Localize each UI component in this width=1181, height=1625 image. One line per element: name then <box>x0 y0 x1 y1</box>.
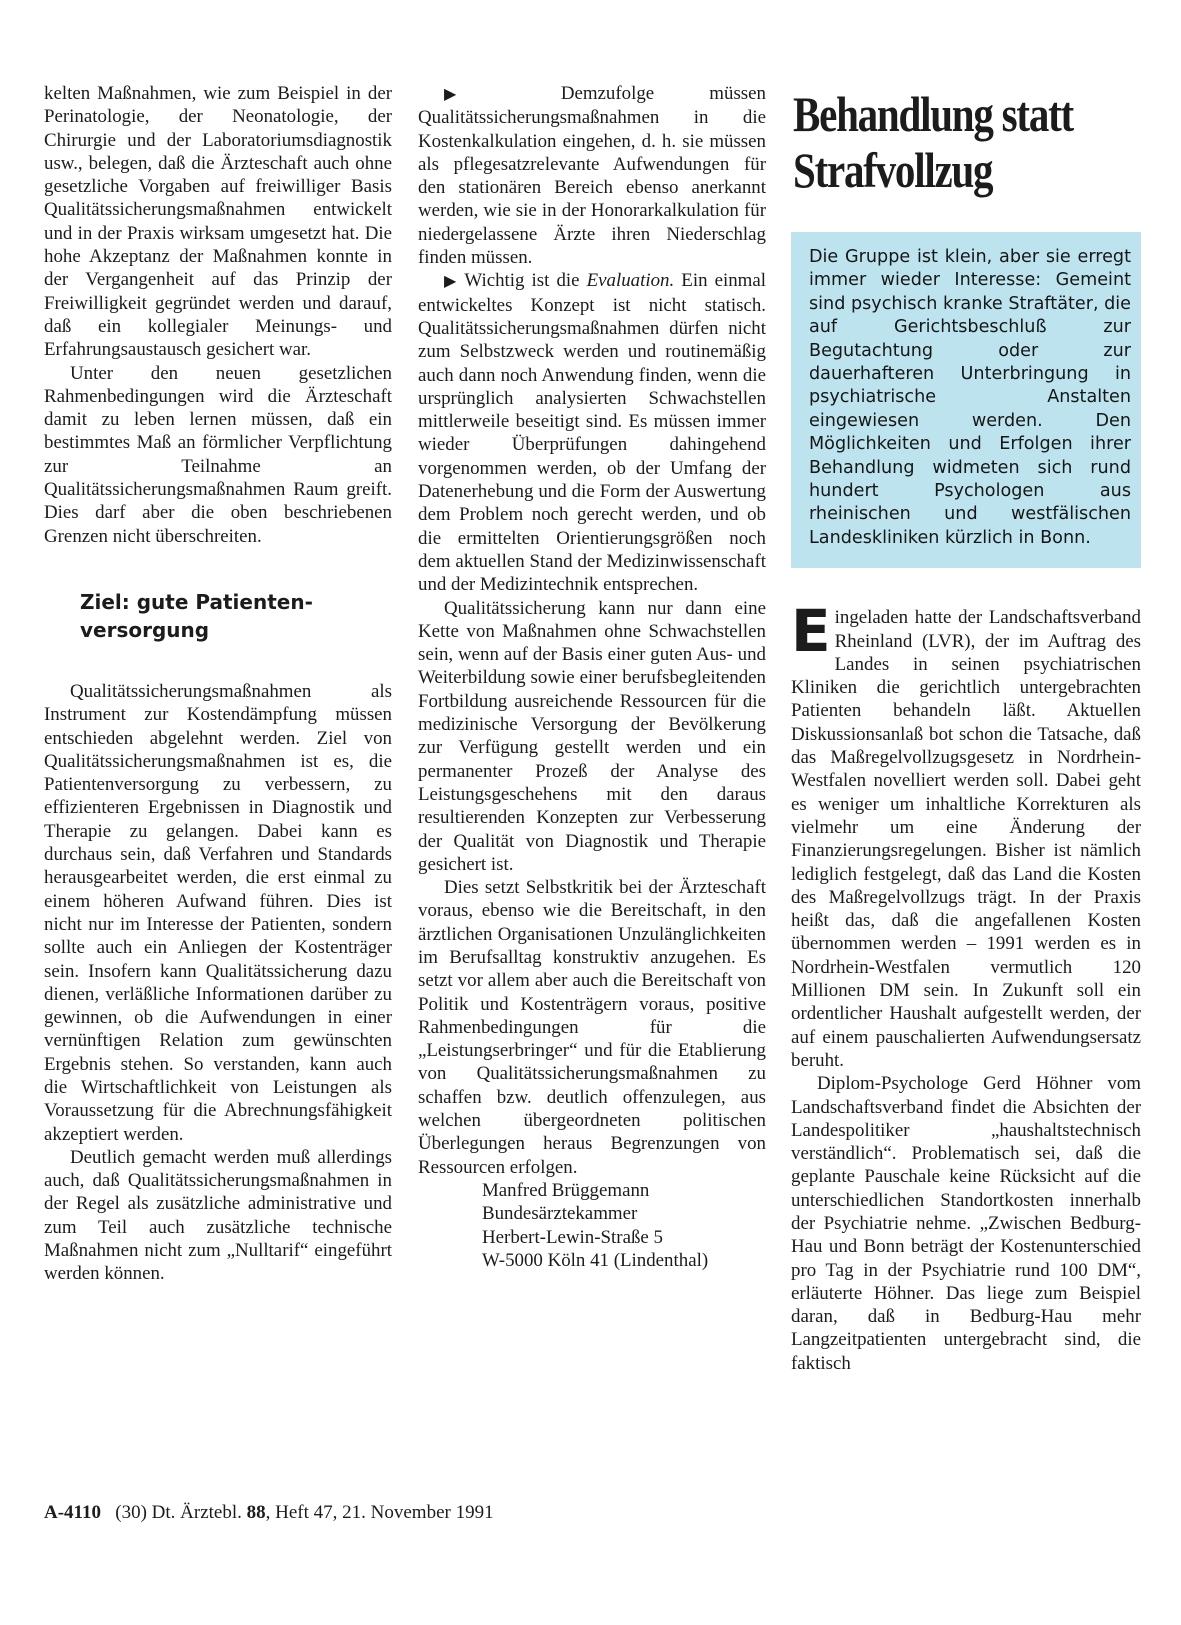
lead-box: Die Gruppe ist klein, aber sie erregt immer wieder Interesse: Gemeint sind psychisch kranke Straftäter, die auf Gerichtsbeschluß zur Begutachtung oder zur dauerhafteren Unterbringung in psychiatrische Anstalten eingewiesen werden. Den Möglichkeiten und Erfolgen ihrer Behandlung widmeten sich rund hundert Psychologen aus rheinischen und westfälischen Landeskliniken kürzlich in Bonn. <box>791 232 1141 568</box>
column-left <box>44 82 392 1286</box>
paragraph: Diplom-Psychologe Gerd Höhner vom Landschaftsverband findet die Absichten der Landespolitiker „haushaltstechnisch verständlich“. Problematisch sei, daß die geplante Pauschale keine Rücksicht auf die unterschiedlichen Standortkosten innerhalb der Psychiatrie nehme. „Zwischen Bedburg-Hau und Bonn beträgt der Kostenunterschied pro Tag in der Psychiatrie rund 100 DM“, erläuterte Höhner. Das liege zum Beispiel daran, daß in Bedburg-Hau mehr Langzeitpatienten untergebracht sind, die faktisch <box>791 1073 1141 1374</box>
page-number: (30) <box>115 1502 147 1523</box>
triangle-bullet-icon: ▶ <box>444 86 506 103</box>
issue-date: , Heft 47, 21. November 1991 <box>265 1502 494 1523</box>
subheading-line: Ziel: gute Patienten- <box>80 589 313 614</box>
bullet-paragraph <box>418 269 766 596</box>
paragraph: Dies setzt Selbstkritik bei der Ärzteschaft voraus, ebenso wie die Bereitschaft, in den ärztlichen Organisationen Unzulänglichkeiten im Berufsalltag konstruktiv anzugehen. Es setzt vor allem aber auch die Bereitschaft von Politik und Kostenträgern voraus, positive Rahmenbedingungen für die „Leistungserbringer“ und für die Etablierung von Qualitätssicherungsmaßnahmen zu schaffen bzw. deutlich offenzulegen, aus welchen übergeordneten politischen Überlegungen heraus Begrenzungen von Ressourcen erfolgen. <box>418 877 766 1178</box>
column-right <box>791 86 1141 1375</box>
paragraph: Unter den neuen gesetzlichen Rahmenbedingungen wird die Ärzteschaft damit zu leben lernen müssen, daß ein bestimmtes Maß an förmlicher Verpflichtung zur Teilnahme an Qualitätssicherungsmaßnahmen Raum greift. Dies darf aber die oben beschriebenen Grenzen nicht überschreiten. <box>44 362 392 547</box>
page-code: A-4110 <box>44 1502 101 1523</box>
journal-name: Dt. Ärztebl. <box>151 1502 242 1523</box>
author-signature <box>418 1179 766 1272</box>
paragraph: Qualitätssicherung kann nur dann eine Kette von Maßnahmen ohne Schwachstellen sein, wenn auf der Basis einer guten Aus- und Weiterbildung sowie einer berufsbegleitenden Fortbildung ausreichende Ressourcen für die medizinische Versorgung der Bevölkerung zur Verfügung gestellt werden und ein permanenter Prozeß der Analyse des Leistungsgeschehens mit den daraus resultierenden Konzepten zur Verbesserung der Qualität von Diagnostik und Therapie gesichert ist. <box>418 597 766 875</box>
bullet-paragraph <box>418 82 766 269</box>
author-name: Manfred Brüggemann <box>482 1179 650 1201</box>
paragraph <box>791 597 1141 1072</box>
subheading <box>80 588 392 644</box>
drop-cap: E <box>791 597 831 666</box>
article-body <box>791 597 1141 1375</box>
paragraph: Deutlich gemacht werden muß allerdings auch, daß Qualitätssicherungsmaßnahmen in der Regel als zusätzliche administrative und zum Teil auch zusätzliche technische Maßnahmen nicht zum „Nulltarif“ eingeführt werden können. <box>44 1146 392 1285</box>
paragraph-text: Ein einmal entwickeltes Konzept ist nicht statisch. Qualitätssicherungsmaßnahmen dürfen nicht zum Selbstzweck werden und routinemäßig auch dann noch Anwendung finden, wenn die ursprünglich analysierten Schwachstellen mittlerweile beseitigt sind. Es müssen immer wieder Überprüfungen dahingehend vorgenommen werden, ob der Umfang der Datenerhebung und die Form der Auswertung dem Problem noch gerecht werden, und ob die ermittelten Orientierungsgrößen noch dem aktuellen Stand der Medizinwissenschaft und der Medizintechnik entsprechen. <box>418 270 766 596</box>
page-footer <box>44 1502 494 1524</box>
headline-line: Behandlung statt <box>793 86 1073 142</box>
paragraph-text: Demzufolge müssen Qualitätssicherungsmaßnahmen in die Kostenkalkulation eingehen, d. h. sie müssen als pflegesatzrelevante Aufwendungen für den stationären Bereich ebenso anerkannt werden, wie sie in der Honorarkalkulation für niedergelassene Ärzte ihren Niederschlag finden müssen. <box>418 83 766 269</box>
author-street: Herbert-Lewin-Straße 5 <box>482 1226 663 1248</box>
author-city: W-5000 Köln 41 (Lindenthal) <box>482 1249 709 1271</box>
subheading-line: versorgung <box>80 617 210 642</box>
paragraph-text: Wichtig ist die <box>464 270 587 292</box>
emphasis-text: Evaluation. <box>586 270 675 292</box>
headline-line: Strafvollzug <box>793 142 993 198</box>
column-middle <box>418 82 766 1272</box>
paragraph-text: ingeladen hatte der Landschaftsverband Rheinland (LVR), der im Auftrag des Landes in seinen psychiatrischen Kliniken die gerichtlich untergebrachten Patienten behandeln läßt. Aktuellen Diskussionsanlaß bot schon die Tatsache, daß das Maßregelvollzugsgesetz in Nordrhein-Westfalen novelliert werden soll. Dabei geht es weniger um inhaltliche Korrekturen als vielmehr um eine Änderung der Finanzierungsregelungen. Bisher ist nämlich lediglich festgelegt, daß das Land die Kosten des Maßregelvollzugs trägt. In der Praxis heißt das, daß die angefallenen Kosten übernommen werden – 1991 werden es in Nordrhein-Westfalen vermutlich 120 Millionen DM sein. In Zukunft soll ein ordentlicher Haushalt aufgestellt werden, der auf einem pauschalierten Aufwendungsersatz beruht. <box>791 607 1141 1071</box>
paragraph: kelten Maßnahmen, wie zum Beispiel in der Perinatologie, der Neonatologie, der Chirurgie und der Laboratoriumsdiagnostik usw., belegen, daß die Ärzteschaft auch ohne gesetzliche Vorgaben auf freiwilliger Basis Qualitätssicherungsmaßnahmen entwickelt und in der Praxis wirksam umgesetzt hat. Die hohe Akzeptanz der Maßnahmen konnte in der Vergangenheit auf das Prinzip der Freiwilligkeit gegründet werden und darauf, daß ein kollegialer Meinungs- und Erfahrungsaustausch gesichert war. <box>44 83 392 361</box>
journal-volume: 88 <box>246 1502 266 1523</box>
article-headline <box>793 86 1137 198</box>
author-organization: Bundesärztekammer <box>482 1203 638 1225</box>
paragraph: Qualitätssicherungsmaßnahmen als Instrument zur Kostendämpfung müssen entschieden abgelehnt werden. Ziel von Qualitätssicherungsmaßnahmen ist es, die Patientenversorgung zu verbessern, zu effizienteren Ergebnissen in Diagnostik und Therapie zu gelangen. Dabei kann es durchaus sein, daß Verfahren und Standards herausgearbeitet werden, die erst einmal zu einem höheren Aufwand führen. Dies ist nicht nur im Interesse der Patienten, sondern sollte auch ein Anliegen der Kostenträger sein. Insofern kann Qualitätssicherung dazu dienen, verläßliche Informationen darüber zu gewinnen, ob die Aufwendungen in einer vernünftigen Relation zum gewünschten Ergebnis stehen. So verstanden, kann auch die Wirtschaftlichkeit von Leistungen als Voraussetzung für die Abrechnungsfähigkeit akzeptiert werden. <box>44 680 392 1145</box>
triangle-bullet-icon: ▶ <box>444 273 458 291</box>
